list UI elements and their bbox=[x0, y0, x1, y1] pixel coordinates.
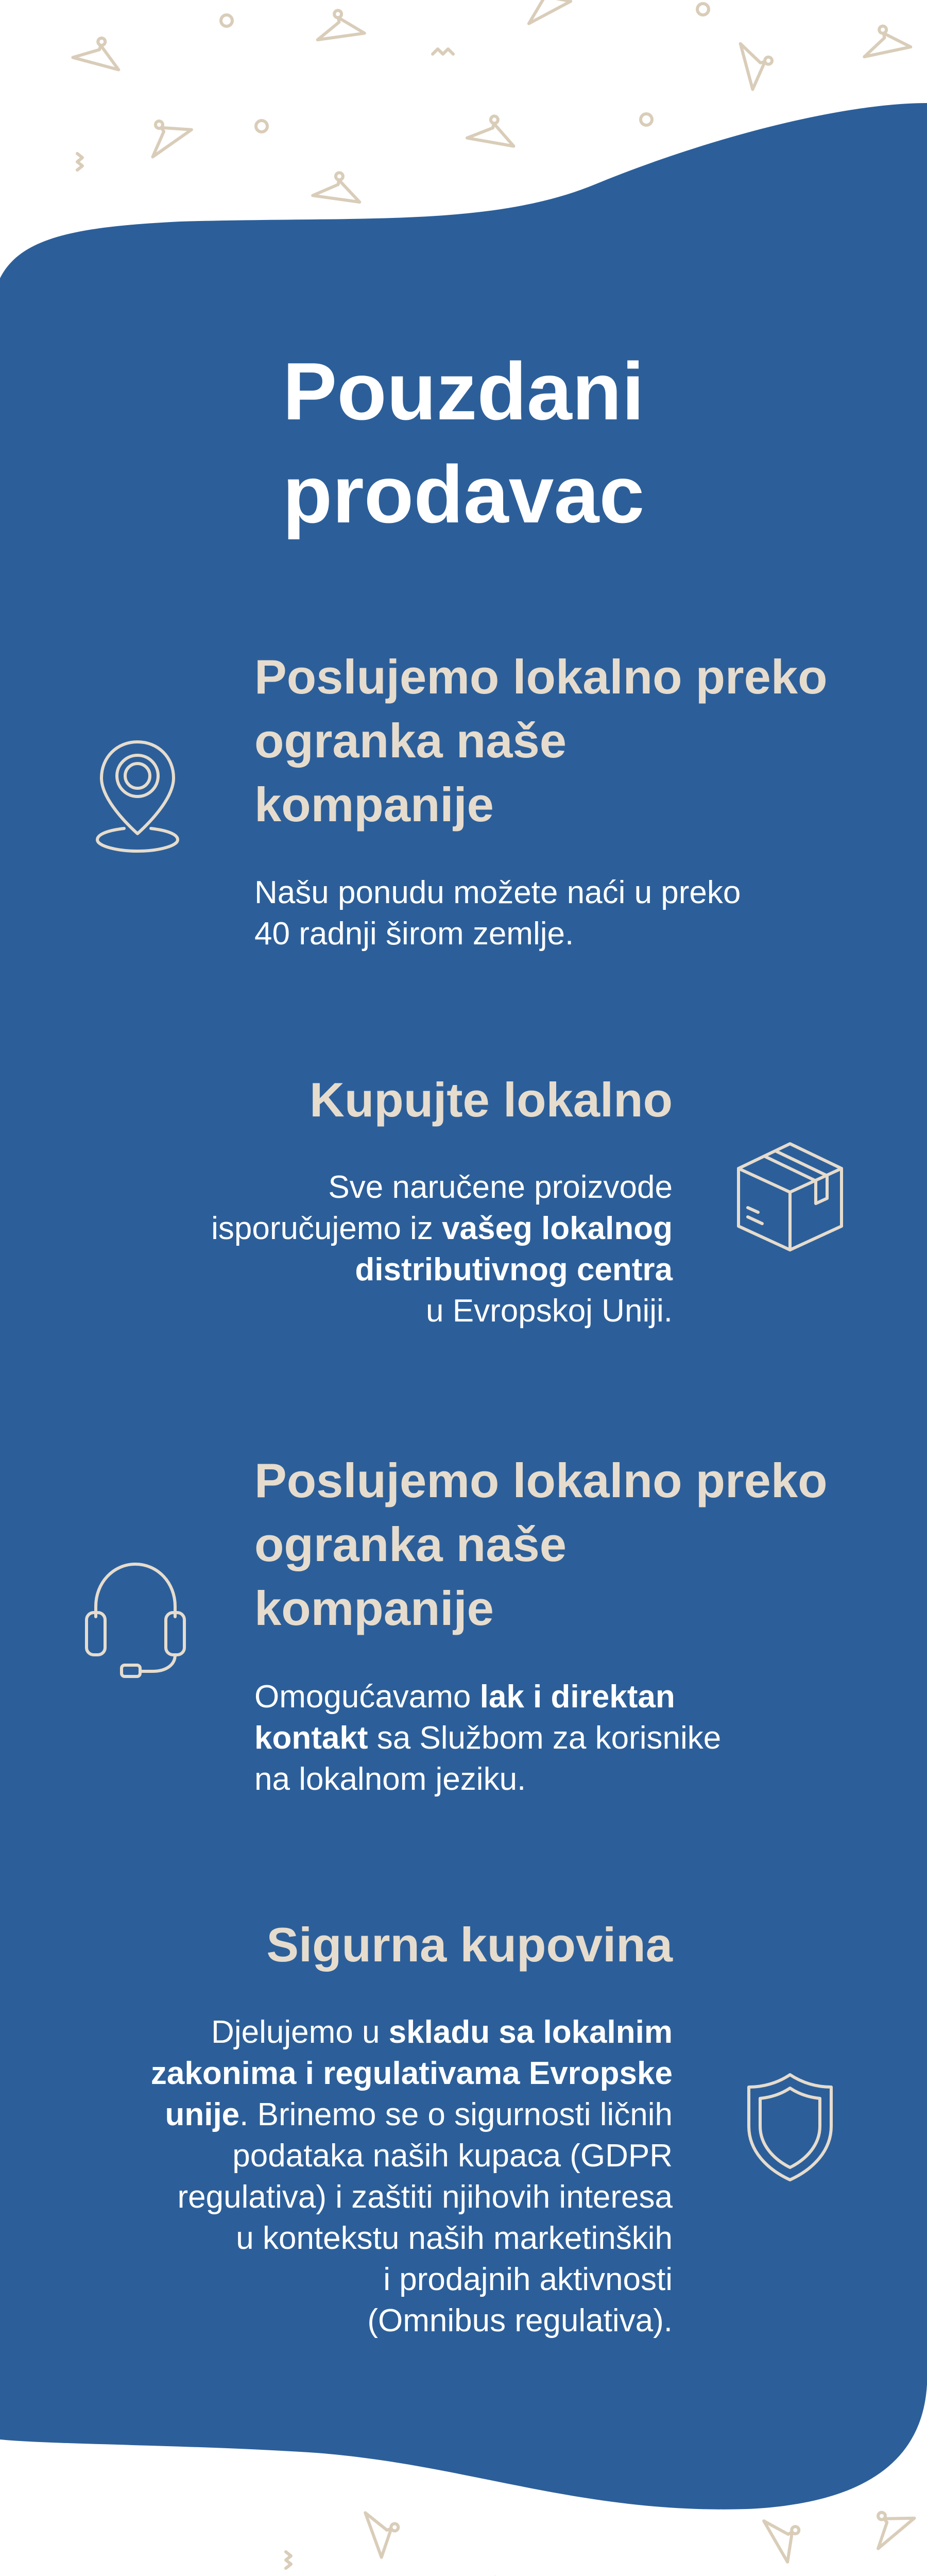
text: Sve naručene proizvode bbox=[328, 1170, 673, 1205]
heading-line: Poslujemo lokalno preko bbox=[254, 650, 828, 704]
feature-heading bbox=[254, 645, 828, 837]
emphasis-text: vašeg lokalnog bbox=[442, 1211, 673, 1246]
emphasis-text: zakonima i regulativama Evropske bbox=[150, 2056, 673, 2091]
feature-description bbox=[254, 1676, 721, 1800]
text: Djelujemo u bbox=[211, 2014, 389, 2050]
heading-line: Poslujemo lokalno preko bbox=[254, 1453, 828, 1507]
text: regulativa) i zaštiti njihovih interesa bbox=[177, 2179, 673, 2215]
text: Omogućavamo bbox=[254, 1679, 480, 1715]
feature-description bbox=[151, 2012, 673, 2342]
text: na lokalnom jeziku. bbox=[254, 1761, 526, 1797]
heading-line: kompanije bbox=[254, 777, 494, 832]
heading-line: Kupujte lokalno bbox=[310, 1073, 673, 1127]
package-box-icon bbox=[734, 1140, 846, 1254]
emphasis-text: kontakt bbox=[254, 1720, 368, 1756]
shield-icon bbox=[745, 2071, 835, 2184]
page-title bbox=[0, 340, 927, 546]
text: Našu ponudu možete naći u preko bbox=[254, 875, 741, 910]
text: 40 radnji širom zemlje. bbox=[254, 916, 574, 952]
text: u Evropskoj Uniji. bbox=[426, 1293, 673, 1329]
location-pin-icon bbox=[94, 737, 181, 856]
emphasis-text: distributivnog centra bbox=[355, 1252, 673, 1287]
text: podataka naših kupaca (GDPR bbox=[232, 2138, 673, 2174]
heading-line: Sigurna kupovina bbox=[266, 1918, 673, 1972]
headset-icon bbox=[83, 1559, 187, 1679]
feature-heading bbox=[310, 1068, 673, 1132]
feature-heading bbox=[254, 1449, 828, 1640]
text: . Brinemo se o sigurnosti ličnih bbox=[239, 2097, 673, 2132]
text: i prodajnih aktivnosti bbox=[383, 2262, 673, 2297]
text: u kontekstu naših marketinških bbox=[236, 2221, 673, 2256]
title-line: Pouzdani bbox=[282, 346, 645, 437]
emphasis-text: lak i direktan bbox=[479, 1679, 675, 1715]
feature-description bbox=[211, 1167, 673, 1332]
bottom-hanger-pattern bbox=[21, 2498, 915, 2576]
heading-line: kompanije bbox=[254, 1581, 494, 1635]
text: sa Službom za korisnike bbox=[368, 1720, 722, 1756]
text: (Omnibus regulativa). bbox=[367, 2303, 673, 2338]
text: isporučujemo iz bbox=[211, 1211, 442, 1246]
emphasis-text: unije bbox=[165, 2097, 240, 2132]
heading-line: ogranka naše bbox=[254, 714, 567, 768]
feature-heading bbox=[266, 1913, 673, 1977]
emphasis-text: skladu sa lokalnim bbox=[388, 2014, 673, 2050]
feature-description bbox=[254, 872, 741, 955]
heading-line: ogranka naše bbox=[254, 1517, 567, 1571]
title-line: prodavac bbox=[282, 449, 645, 540]
